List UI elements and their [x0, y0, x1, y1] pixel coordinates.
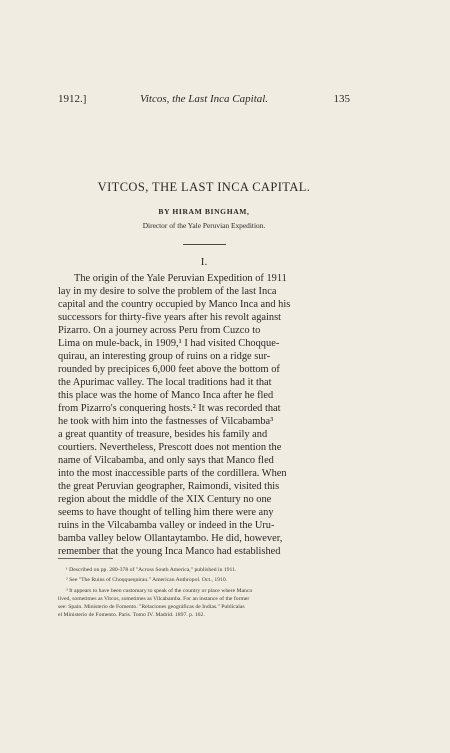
article-title: VITCOS, THE LAST INCA CAPITAL.: [97, 180, 311, 194]
body-line: he took with him into the fastnesses of Vilcabamba³: [58, 416, 274, 427]
body-line: ruins in the Vilcabamba valley or indeed in the Uru-: [58, 520, 275, 531]
footnote-divider: [58, 558, 113, 559]
footnote-line: lived, sometimes as Vitcos, sometimes as Vilcabamba. For an instance of the former: [58, 596, 250, 602]
running-head-title: Vitcos, the Last Inca Capital.: [139, 93, 269, 105]
running-head-year: 1912.]: [58, 93, 87, 105]
footnote-line: ² See "The Ruins of Choqquequirau." American Anthropol. Oct., 1910.: [66, 577, 228, 583]
page-number: 135: [333, 93, 350, 105]
body-line: courtiers. Nevertheless, Prescott does not mention the: [58, 442, 282, 453]
title-divider: [183, 244, 226, 245]
body-line: capital and the country occupied by Manco Inca and his: [58, 299, 291, 310]
body-line: this place was the home of Manco Inca after he fled: [58, 390, 274, 401]
body-line: rounded by precipices 6,000 feet above the bottom of: [58, 364, 280, 375]
author-byline: BY HIRAM BINGHAM,: [158, 207, 250, 216]
section-number: I.: [200, 256, 208, 268]
footnote-line: ³ It appears to have been customary to speak of the country or place where Manco: [66, 588, 253, 594]
body-line: bamba valley below Ollantaytambo. He did, however,: [58, 533, 283, 544]
running-head: [58, 93, 350, 107]
footnote-line: ¹ Described on pp. 280-378 of "Across South America," published in 1911.: [66, 567, 237, 573]
author-affiliation: Director of the Yale Peruvian Expedition.: [142, 221, 266, 230]
footnote-line: see: Spain. Ministerio de Fomento. "Relaciones geográficas de Indias." Publícalas: [58, 604, 245, 610]
body-line: quirau, an interesting group of ruins on a ridge sur-: [58, 351, 271, 362]
body-line: into the most inaccessible parts of the cordillera. When: [58, 468, 287, 479]
body-line: seems to have thought of telling him there were any: [58, 507, 274, 518]
body-line: successors for thirty-five years after his revolt against: [58, 312, 282, 323]
body-line: Pizarro. On a journey across Peru from Cuzco to: [58, 325, 261, 336]
body-line: the great Peruvian geographer, Raimondi, visited this: [58, 481, 280, 492]
body-line: The origin of the Yale Peruvian Expedition of 1911: [74, 273, 287, 284]
footnote-line: el Ministerio de Fomento. Paris. Tomo IV. Madrid. 1897. p. 162.: [58, 612, 205, 618]
body-line: lay in my desire to solve the problem of the last Inca: [58, 286, 277, 297]
body-line: from Pizarro's conquering hosts.² It was recorded that: [58, 403, 281, 414]
body-line: region about the middle of the XIX Century no one: [58, 494, 272, 505]
body-line: the Apurimac valley. The local traditions had it that: [58, 377, 272, 388]
body-line: a great quantity of treasure, besides his family and: [58, 429, 268, 440]
body-line: Lima on mule-back, in 1909,¹ I had visited Choqque-: [58, 338, 280, 349]
body-line: remember that the young Inca Manco had established: [58, 546, 281, 557]
body-line: name of Vilcabamba, and only says that Manco fled: [58, 455, 274, 466]
